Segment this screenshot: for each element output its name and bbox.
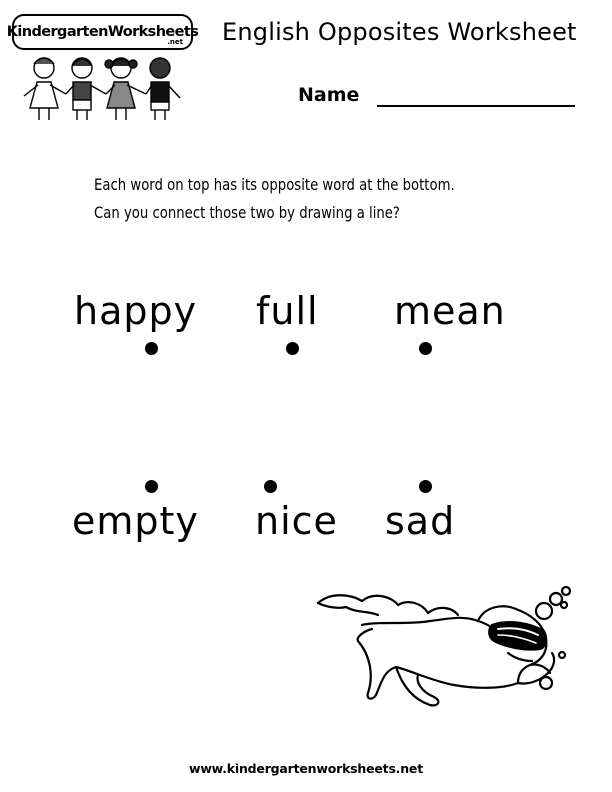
bottom-dot-3[interactable] xyxy=(419,480,432,493)
swimming-dog-illustration xyxy=(312,585,577,715)
instruction-line-2: Can you connect those two by drawing a line? xyxy=(94,203,400,222)
bottom-word-3: sad xyxy=(385,499,456,543)
name-label: Name xyxy=(298,84,360,106)
logo-badge xyxy=(6,14,199,50)
bottom-dot-1[interactable] xyxy=(145,480,158,493)
top-word-1: happy xyxy=(74,289,198,333)
top-word-3: mean xyxy=(394,289,506,333)
logo-text: KindergartenWorksheets xyxy=(6,23,199,40)
bottom-dot-2[interactable] xyxy=(264,480,277,493)
bottom-word-1: empty xyxy=(72,499,199,543)
bottom-word-2: nice xyxy=(255,499,338,543)
page-title: English Opposites Worksheet xyxy=(222,18,577,46)
top-dot-1[interactable] xyxy=(145,342,158,355)
top-dot-2[interactable] xyxy=(286,342,299,355)
footer-url[interactable]: www.kindergartenworksheets.net xyxy=(188,761,423,776)
site-logo xyxy=(6,12,199,124)
instruction-line-1: Each word on top has its opposite word at the bottom. xyxy=(94,175,455,194)
top-word-2: full xyxy=(256,289,319,333)
logo-suffix: .net xyxy=(167,38,183,46)
top-dot-3[interactable] xyxy=(419,342,432,355)
kids-illustration xyxy=(10,52,195,124)
name-line[interactable] xyxy=(377,105,575,107)
